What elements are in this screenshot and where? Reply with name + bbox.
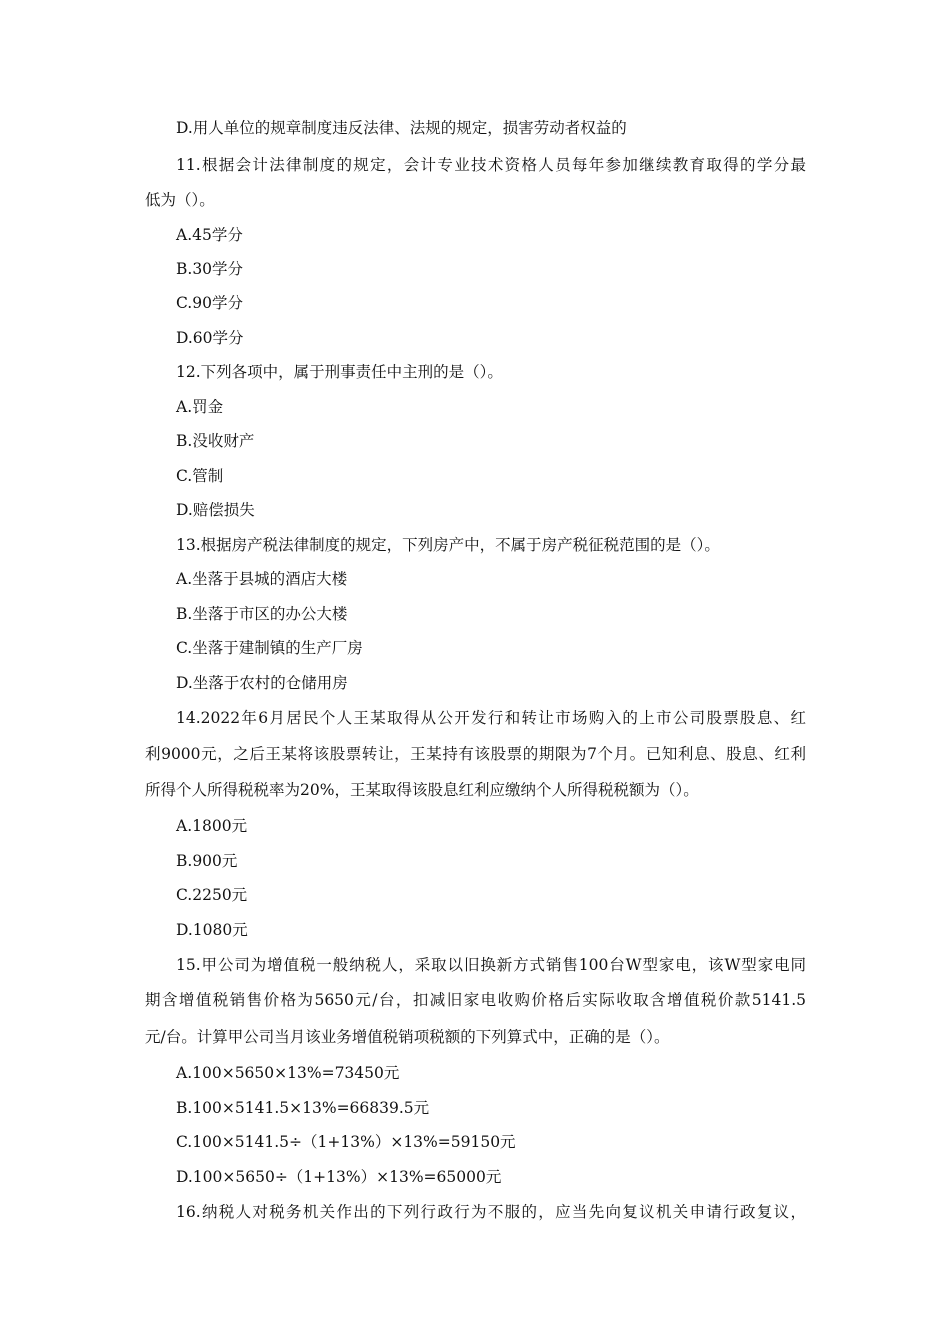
q14-stem-line1: 14.2022年6月居民个人王某取得从公开发行和转让市场购入的上市公司股票股息、红 bbox=[176, 709, 806, 727]
q11-option-d: D.60学分 bbox=[176, 329, 244, 347]
q15-stem-line3: 元/台。计算甲公司当月该业务增值税销项税额的下列算式中，正确的是（）。 bbox=[145, 1028, 670, 1046]
q15-option-a: A.100×5650×13%=73450元 bbox=[176, 1064, 400, 1082]
q14-option-c: C.2250元 bbox=[176, 886, 248, 904]
q12-option-b: B.没收财产 bbox=[176, 432, 255, 450]
q15-option-c: C.100×5141.5÷（1+13%）×13%=59150元 bbox=[176, 1133, 516, 1151]
q13-stem: 13.根据房产税法律制度的规定，下列房产中，不属于房产税征税范围的是（）。 bbox=[176, 536, 720, 554]
q15-option-d: D.100×5650÷（1+13%）×13%=65000元 bbox=[176, 1168, 502, 1186]
q11-stem-line2: 低为（）。 bbox=[145, 191, 215, 209]
q14-stem-line2: 利9000元，之后王某将该股票转让，王某持有该股票的期限为7个月。已知利息、股息、红利 bbox=[145, 745, 806, 763]
q13-option-c: C.坐落于建制镇的生产厂房 bbox=[176, 639, 363, 657]
q14-option-d: D.1080元 bbox=[176, 921, 248, 939]
q11-option-c: C.90学分 bbox=[176, 294, 243, 312]
q15-stem-line2: 期含增值税销售价格为5650元/台，扣减旧家电收购价格后实际收取含增值税价款5141.5 bbox=[145, 991, 806, 1009]
q11-option-a: A.45学分 bbox=[176, 226, 243, 244]
q11-stem-line1: 11.根据会计法律制度的规定，会计专业技术资格人员每年参加继续教育取得的学分最 bbox=[176, 156, 806, 174]
q12-option-a: A.罚金 bbox=[176, 398, 224, 416]
q13-option-b: B.坐落于市区的办公大楼 bbox=[176, 605, 348, 623]
q10-option-d: D.用人单位的规章制度违反法律、法规的规定，损害劳动者权益的 bbox=[176, 119, 627, 137]
q13-option-a: A.坐落于县城的酒店大楼 bbox=[176, 570, 348, 588]
q13-option-d: D.坐落于农村的仓储用房 bbox=[176, 674, 348, 692]
q14-stem-line3: 所得个人所得税税率为20%，王某取得该股息红利应缴纳个人所得税税额为（）。 bbox=[145, 781, 699, 799]
q12-option-d: D.赔偿损失 bbox=[176, 501, 255, 519]
q16-stem-line1: 16.纳税人对税务机关作出的下列行政行为不服的，应当先向复议机关申请行政复议， bbox=[176, 1203, 806, 1221]
q15-option-b: B.100×5141.5×13%=66839.5元 bbox=[176, 1099, 430, 1117]
q14-option-b: B.900元 bbox=[176, 852, 238, 870]
q11-option-b: B.30学分 bbox=[176, 260, 244, 278]
q14-option-a: A.1800元 bbox=[176, 817, 248, 835]
q12-option-c: C.管制 bbox=[176, 467, 224, 485]
q15-stem-line1: 15.甲公司为增值税一般纳税人，采取以旧换新方式销售100台W型家电，该W型家电同 bbox=[176, 956, 806, 974]
q12-stem: 12.下列各项中，属于刑事责任中主刑的是（）。 bbox=[176, 363, 503, 381]
